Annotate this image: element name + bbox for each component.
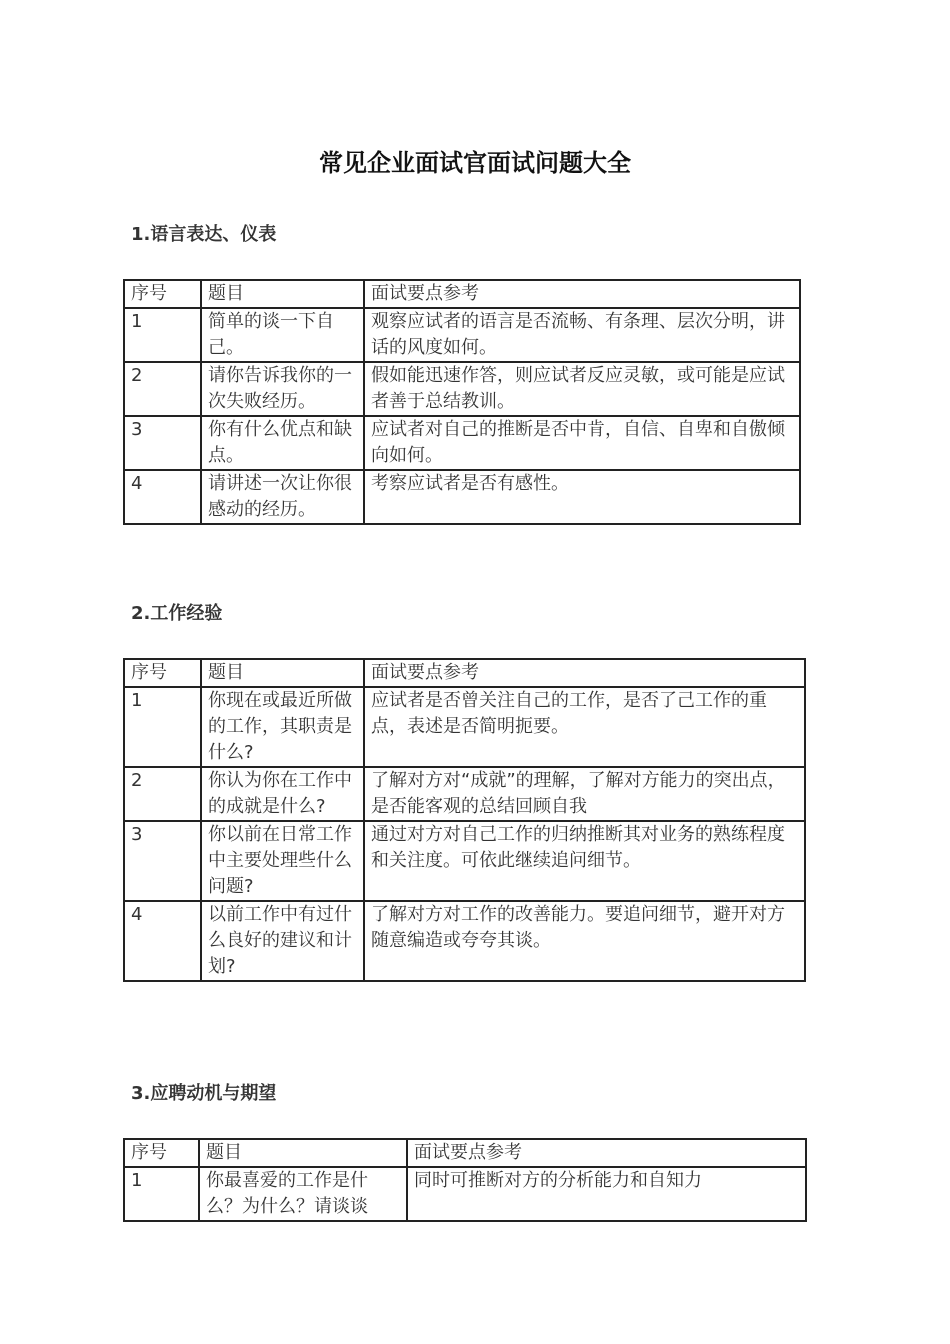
table-row: [124, 821, 805, 901]
qa-table-3: [123, 1138, 807, 1222]
row-number: 1: [124, 1167, 199, 1221]
table-row: [124, 687, 805, 767]
qa-table-1: [123, 279, 801, 525]
row-reference: 观察应试者的语言是否流畅、有条理、层次分明，讲话的风度如何。: [364, 308, 800, 362]
row-question: 你现在或最近所做的工作，其职责是什么?: [201, 687, 364, 767]
column-header-question: 题目: [199, 1139, 407, 1167]
section-heading-1: 1.语言表达、仪表: [131, 224, 277, 245]
section-heading-3: 3.应聘动机与期望: [131, 1083, 277, 1104]
row-number: 3: [124, 416, 201, 470]
table-header-row: [124, 659, 805, 687]
row-reference: 假如能迅速作答，则应试者反应灵敏，或可能是应试者善于总结教训。: [364, 362, 800, 416]
table-row: [124, 362, 800, 416]
column-header-no: 序号: [124, 1139, 199, 1167]
row-reference: 同时可推断对方的分析能力和自知力: [407, 1167, 806, 1221]
row-reference: 了解对方对“成就”的理解，了解对方能力的突出点，是否能客观的总结回顾自我: [364, 767, 805, 821]
column-header-reference: 面试要点参考: [407, 1139, 806, 1167]
row-question: 你有什么优点和缺点。: [201, 416, 364, 470]
row-number: 3: [124, 821, 201, 901]
table-row: [124, 470, 800, 524]
row-reference: 应试者是否曾关注自己的工作，是否了己工作的重点，表述是否简明扼要。: [364, 687, 805, 767]
column-header-reference: 面试要点参考: [364, 280, 800, 308]
row-question: 你最喜爱的工作是什么？为什么？请谈谈: [199, 1167, 407, 1221]
column-header-question: 题目: [201, 280, 364, 308]
row-question: 简单的谈一下自己。: [201, 308, 364, 362]
table-row: [124, 767, 805, 821]
row-reference: 应试者对自己的推断是否中肯，自信、自卑和自傲倾向如何。: [364, 416, 800, 470]
row-reference: 通过对方对自己工作的归纳推断其对业务的熟练程度和关注度。可依此继续追问细节。: [364, 821, 805, 901]
row-question: 请讲述一次让你很感动的经历。: [201, 470, 364, 524]
column-header-no: 序号: [124, 280, 201, 308]
column-header-no: 序号: [124, 659, 201, 687]
row-question: 以前工作中有过什么良好的建议和计划?: [201, 901, 364, 981]
column-header-reference: 面试要点参考: [364, 659, 805, 687]
row-question: 你以前在日常工作中主要处理些什么问题?: [201, 821, 364, 901]
row-number: 1: [124, 308, 201, 362]
row-number: 1: [124, 687, 201, 767]
table-row: [124, 416, 800, 470]
column-header-question: 题目: [201, 659, 364, 687]
table-row: [124, 1167, 806, 1221]
row-question: 你认为你在工作中的成就是什么?: [201, 767, 364, 821]
row-number: 4: [124, 470, 201, 524]
row-number: 4: [124, 901, 201, 981]
row-number: 2: [124, 767, 201, 821]
table-row: [124, 901, 805, 981]
table-row: [124, 308, 800, 362]
row-reference: 考察应试者是否有感性。: [364, 470, 800, 524]
qa-table-2: [123, 658, 806, 982]
row-number: 2: [124, 362, 201, 416]
table-header-row: [124, 280, 800, 308]
row-reference: 了解对方对工作的改善能力。要追问细节，避开对方随意编造或夸夸其谈。: [364, 901, 805, 981]
row-question: 请你告诉我你的一次失败经历。: [201, 362, 364, 416]
table-header-row: [124, 1139, 806, 1167]
document-title: 常见企业面试官面试问题大全: [319, 149, 631, 177]
section-heading-2: 2.工作经验: [131, 603, 223, 624]
